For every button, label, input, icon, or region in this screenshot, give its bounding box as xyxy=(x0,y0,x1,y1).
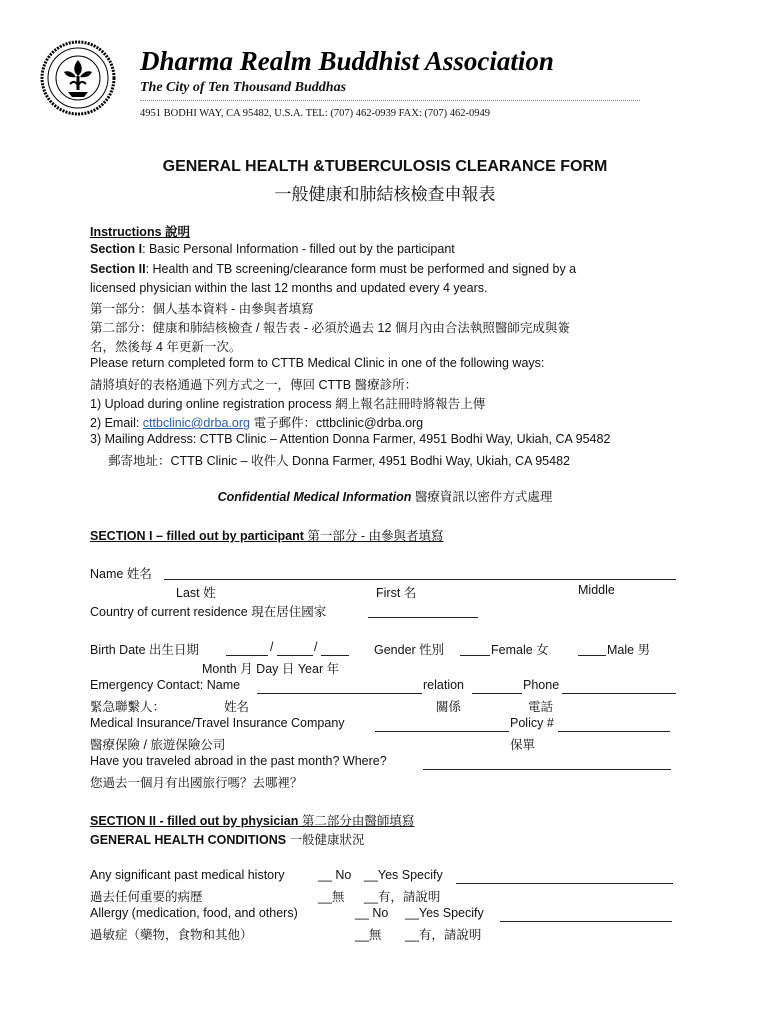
general-health-heading-zh: 一般健康狀況 xyxy=(286,833,365,847)
instruction-zh-1: 第一部分：個人基本資料 - 由參與者填寫 xyxy=(90,302,314,316)
insurance-label-zh: 醫療保險 / 旅遊保險公司 xyxy=(90,738,226,752)
instruction-zh-2-cont: 名，然後每 4 年更新一次。 xyxy=(90,340,242,354)
allergy-no[interactable]: __ No xyxy=(355,906,389,920)
birth-day-field[interactable] xyxy=(277,655,313,656)
medical-history-no[interactable]: __ No xyxy=(318,868,352,882)
confidential-notice xyxy=(0,487,770,505)
organization-address: 4951 BODHI WAY, CA 95482, U.S.A. TEL: (707) 462-0939 FAX: (707) 462-0949 xyxy=(140,108,491,119)
allergy-question-zh: 過敏症（藥物，食物和其他） xyxy=(90,928,253,942)
confidential-zh: 醫療資訊以密件方式處理 xyxy=(411,490,553,504)
section-1-text: : Basic Personal Information - filled out by the participant xyxy=(142,242,455,256)
emergency-contact-label-zh: 緊急聯繫人： xyxy=(90,700,166,714)
header-divider xyxy=(140,100,640,101)
return-instructions: Please return completed form to CTTB Medical Clinic in one of the following ways: xyxy=(90,356,545,370)
allergy-no-zh: __無 xyxy=(355,928,382,942)
country-field[interactable] xyxy=(368,617,478,618)
policy-field[interactable] xyxy=(558,731,670,732)
section-1-heading-en: SECTION I – filled out by participant xyxy=(90,529,304,543)
return-option-upload: 1) Upload during online registration process 網上報名註冊時將報告上傳 xyxy=(90,397,486,411)
last-name-caption: Last 姓 xyxy=(176,586,216,600)
medical-history-yes[interactable]: __Yes Specify xyxy=(364,868,443,882)
travel-question-zh: 您過去一個月有出國旅行嗎？去哪裡？ xyxy=(90,776,303,790)
email-link[interactable]: cttbclinic@drba.org xyxy=(142,416,250,430)
name-label: Name 姓名 xyxy=(90,567,152,581)
policy-label: Policy # xyxy=(510,716,554,730)
birth-month-field[interactable] xyxy=(226,655,268,656)
return-option-mail: 3) Mailing Address: CTTB Clinic – Attention Donna Farmer, 4951 Bodhi Way, Ukiah, CA 95482 xyxy=(90,432,611,446)
section-2-label: Section II xyxy=(90,262,146,276)
medical-history-question: Any significant past medical history xyxy=(90,868,285,882)
organization-name: Dharma Realm Buddhist Association xyxy=(140,46,554,76)
insurance-label: Medical Insurance/Travel Insurance Company xyxy=(90,716,345,730)
middle-name-caption: Middle xyxy=(578,583,615,597)
emergency-name-field[interactable] xyxy=(257,693,422,694)
return-instructions-zh: 請將填好的表格通過下列方式之一，傳回 CTTB 醫療診所： xyxy=(90,378,418,392)
section-2-heading xyxy=(90,811,414,829)
male-checkbox[interactable] xyxy=(578,655,606,656)
medical-history-question-zh: 過去任何重要的病歷 xyxy=(90,890,203,904)
female-checkbox[interactable] xyxy=(460,655,490,656)
policy-label-zh: 保單 xyxy=(510,738,536,752)
medical-history-yes-zh: __有，請說明 xyxy=(364,890,441,904)
name-label-zh: 姓名 xyxy=(224,700,250,714)
general-health-heading-en: GENERAL HEALTH CONDITIONS xyxy=(90,833,287,847)
phone-label-zh: 電話 xyxy=(528,700,554,714)
relation-label: relation xyxy=(423,678,464,692)
section-1-label: Section I xyxy=(90,242,143,256)
allergy-yes[interactable]: __Yes Specify xyxy=(405,906,484,920)
phone-label: Phone xyxy=(523,678,560,692)
relation-field[interactable] xyxy=(472,693,522,694)
section-2-heading-en: SECTION II - filled out by physician xyxy=(90,814,299,828)
instructions-heading: Instructions 說明 xyxy=(90,225,191,239)
section-2-heading-zh: 第二部分由醫師填寫 xyxy=(298,814,415,828)
medical-history-no-zh: __無 xyxy=(318,890,345,904)
gender-label: Gender 性別 xyxy=(374,643,445,657)
name-field[interactable] xyxy=(164,579,676,580)
allergy-question: Allergy (medication, food, and others) xyxy=(90,906,298,920)
allergy-yes-zh: __有，請說明 xyxy=(405,928,482,942)
birth-slash-2: / xyxy=(314,640,318,654)
instruction-section-2-cont: licensed physician within the last 12 months and updated every 4 years. xyxy=(90,281,488,295)
email-suffix: 電子郵件：cttbclinic@drba.org xyxy=(249,416,424,430)
instruction-zh-2: 第二部分：健康和肺結核檢查 / 報告表 - 必須於過去 12 個月內由合法執照醫師完成與簽 xyxy=(90,321,570,335)
country-label: Country of current residence 現在居住國家 xyxy=(90,605,327,619)
birth-year-field[interactable] xyxy=(321,655,349,656)
association-seal-logo xyxy=(40,40,116,116)
phone-field[interactable] xyxy=(562,693,676,694)
section-1-heading xyxy=(90,526,444,544)
form-title-chinese: 一般健康和肺結核檢查申報表 xyxy=(274,185,496,204)
instruction-section-1 xyxy=(90,242,455,256)
form-title: GENERAL HEALTH &TUBERCULOSIS CLEARANCE FORM xyxy=(162,158,608,175)
birth-date-caption: Month 月 Day 日 Year 年 xyxy=(202,662,340,676)
allergy-specify-field[interactable] xyxy=(500,921,672,922)
insurance-field[interactable] xyxy=(375,731,509,732)
relation-label-zh: 關係 xyxy=(436,700,462,714)
confidential-en: Confidential Medical Information xyxy=(217,490,412,504)
instruction-section-2 xyxy=(90,262,576,276)
travel-question: Have you traveled abroad in the past month? Where? xyxy=(90,754,387,768)
male-option: Male 男 xyxy=(607,643,651,657)
general-health-heading xyxy=(90,830,365,848)
section-1-heading-zh: 第一部分 - 由參與者填寫 xyxy=(303,529,444,543)
birth-date-label: Birth Date 出生日期 xyxy=(90,643,200,657)
female-option: Female 女 xyxy=(491,643,549,657)
travel-field[interactable] xyxy=(423,769,671,770)
section-2-text: : Health and TB screening/clearance form must be performed and signed by a xyxy=(145,262,577,276)
email-prefix: 2) Email: xyxy=(90,416,143,430)
birth-slash-1: / xyxy=(270,640,274,654)
return-option-mail-zh: 郵寄地址：CTTB Clinic – 收件人 Donna Farmer, 4951 Bodhi Way, Ukiah, CA 95482 xyxy=(108,454,570,468)
first-name-caption: First 名 xyxy=(376,586,417,600)
medical-history-specify-field[interactable] xyxy=(456,883,673,884)
emergency-contact-label: Emergency Contact: Name xyxy=(90,678,241,692)
return-option-email xyxy=(90,413,423,431)
organization-subtitle: The City of Ten Thousand Buddhas xyxy=(140,80,347,95)
